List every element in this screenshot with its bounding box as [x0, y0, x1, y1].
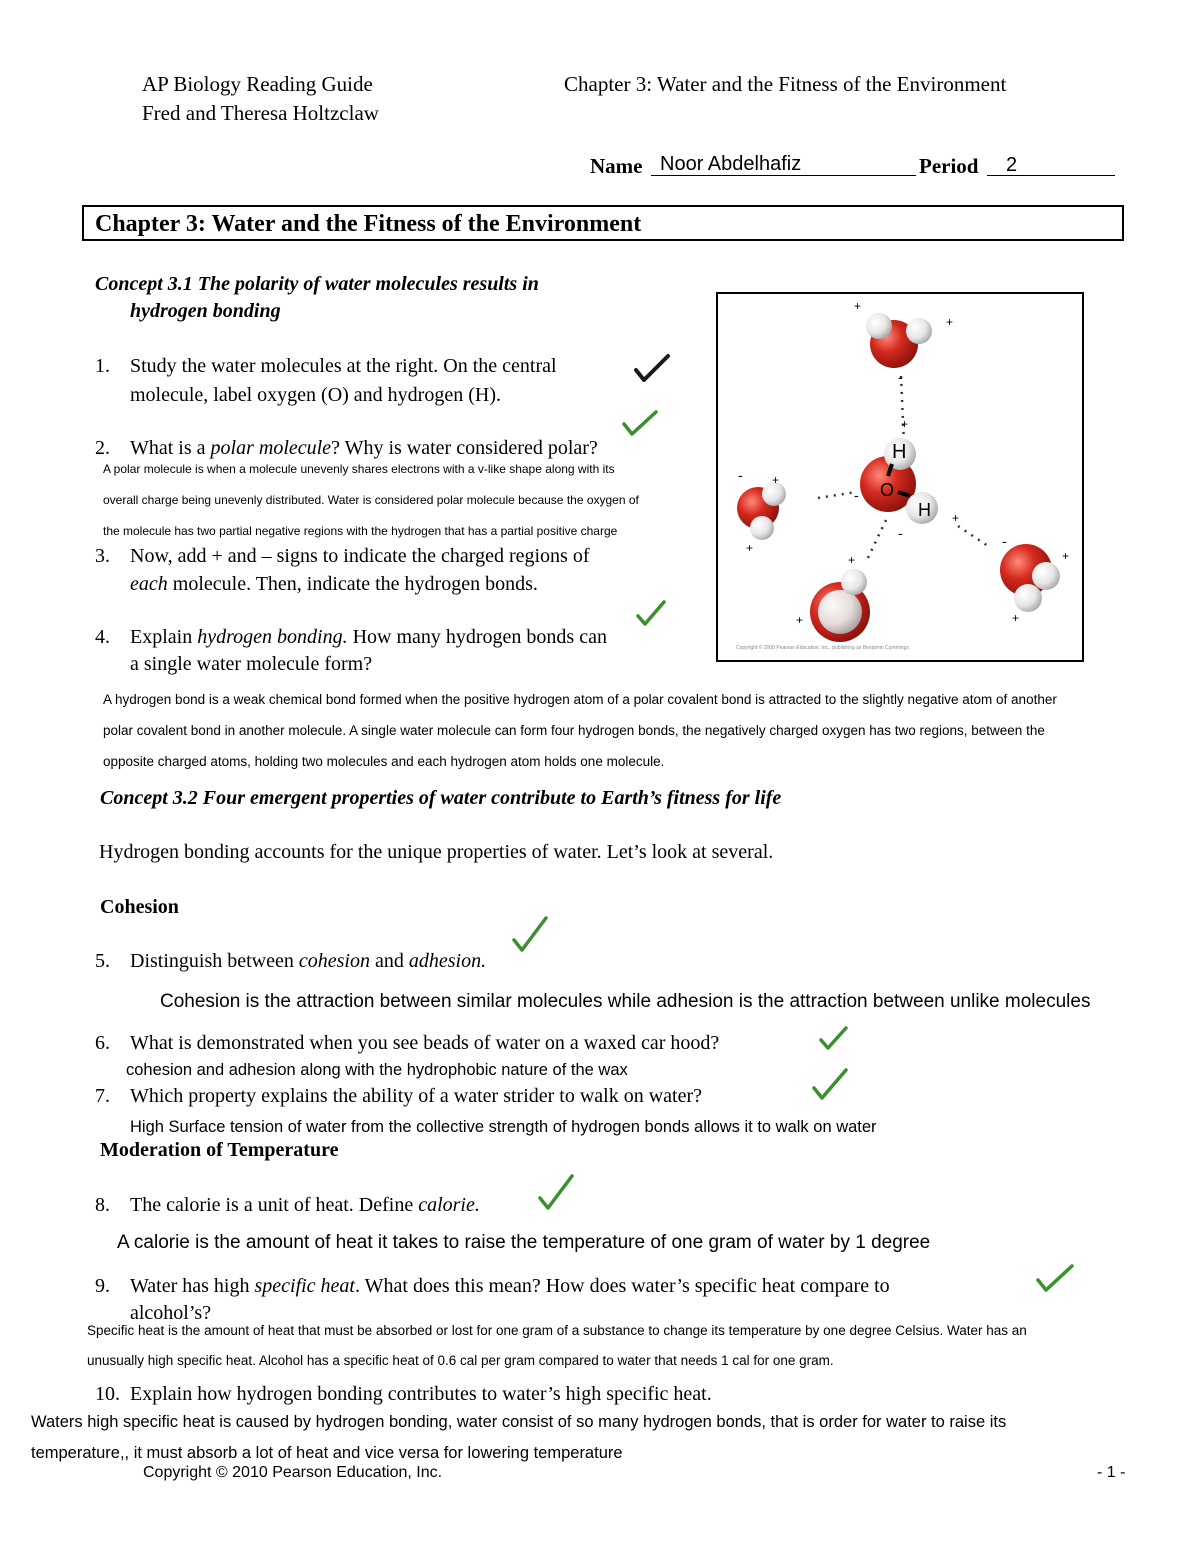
question-5-term-adhesion: adhesion. [408, 950, 487, 972]
answer-4-line2: polar covalent bond in another molecule. A single water molecule can form four hydrogen bonds, the negatively charged oxygen has two regions, between the [103, 723, 1045, 738]
figure-label-h-top: H [892, 441, 907, 463]
plus-sign: + [848, 553, 856, 567]
green-checkmark-icon [1034, 1262, 1076, 1294]
plus-sign: + [854, 299, 862, 313]
question-10-number: 10. [95, 1383, 120, 1405]
question-3-rest: molecule. Then, indicate the hydrogen bonds. [167, 573, 538, 595]
question-4-number: 4. [95, 626, 110, 648]
chapter-title-box [82, 205, 1124, 241]
plus-sign: + [772, 473, 780, 487]
name-label: Name [590, 154, 643, 178]
question-5-term-cohesion: cohesion [298, 950, 370, 972]
answer-8: A calorie is the amount of heat it takes to raise the temperature of one gram of water by 1 degree [117, 1232, 931, 1253]
question-6-text: What is demonstrated when you see beads of water on a waxed car hood? [130, 1032, 720, 1054]
plus-sign: + [746, 541, 754, 555]
plus-sign: + [946, 315, 954, 329]
green-checkmark-icon [818, 1024, 850, 1052]
question-3-text: Now, add + and – signs to indicate the charged regions of [130, 545, 590, 567]
minus-sign: - [1002, 533, 1007, 549]
answer-10-line2: temperature,, it must absorb a lot of heat and vice versa for lowering temperature [31, 1444, 623, 1462]
question-3-term: each [130, 573, 168, 595]
question-8-text [130, 1194, 480, 1217]
question-4-text-line2: a single water molecule form? [130, 653, 373, 675]
answer-2-line3: the molecule has two partial negative regions with the hydrogen that has a partial positive charge [103, 524, 618, 538]
water-molecule-right [1000, 544, 1060, 612]
header-course-title: AP Biology Reading Guide [142, 72, 373, 96]
question-9-number: 9. [95, 1275, 110, 1297]
question-7-number: 7. [95, 1085, 110, 1107]
header-authors: Fred and Theresa Holtzclaw [142, 101, 379, 125]
plus-sign: + [952, 511, 960, 525]
hydrogen-bond-right [958, 526, 988, 546]
question-2-term: polar molecule [210, 437, 332, 459]
name-value: Noor Abdelhafiz [660, 153, 802, 175]
concept-3-2-intro: Hydrogen bonding accounts for the unique properties of water. Let’s look at several. [99, 841, 774, 863]
header-chapter: Chapter 3: Water and the Fitness of the Environment [564, 72, 1007, 96]
answer-9-line1: Specific heat is the amount of heat that must be absorbed or lost for one gram of a substance to change its temperature by one degree Celsius. Water has an [87, 1323, 1027, 1338]
hydrogen-bond-bottom [866, 520, 886, 562]
green-checkmark-icon [634, 598, 668, 628]
question-6-number: 6. [95, 1032, 110, 1054]
water-molecule-left [737, 482, 786, 540]
water-molecule-top [866, 313, 932, 368]
answer-2-line1: A polar molecule is when a molecule unevenly shares electrons with a v-like shape along with its [103, 462, 615, 476]
question-4-text [130, 626, 607, 649]
answer-7: High Surface tension of water from the collective strength of hydrogen bonds allows it to walk on water [130, 1118, 877, 1136]
question-9-text [130, 1275, 890, 1298]
green-checkmark-icon [810, 1066, 850, 1102]
concept-3-1-heading: Concept 3.1 The polarity of water molecules results in [95, 273, 539, 295]
green-checkmark-icon [536, 1172, 576, 1212]
minus-sign: - [738, 467, 743, 483]
figure-label-h-right: H [918, 500, 931, 520]
answer-4-line3: opposite charged atoms, holding two molecules and each hydrogen atom holds one molecule. [103, 754, 665, 769]
question-1-text: Study the water molecules at the right. On the central [130, 355, 557, 377]
answer-4-line1: A hydrogen bond is a weak chemical bond formed when the positive hydrogen atom of a polar covalent bond is attracted to the slightly negative atom of another [103, 692, 1057, 707]
question-8-number: 8. [95, 1194, 110, 1216]
plus-sign: + [1062, 549, 1070, 563]
question-10-text: Explain how hydrogen bonding contributes to water’s high specific heat. [130, 1383, 712, 1405]
concept-3-2-heading: Concept 3.2 Four emergent properties of water contribute to Earth’s fitness for life [100, 787, 782, 809]
question-7-text: Which property explains the ability of a water strider to walk on water? [130, 1085, 703, 1107]
minus-sign: - [854, 487, 859, 503]
checkmark-icon [632, 352, 672, 384]
plus-sign: + [901, 417, 909, 431]
question-2-text [130, 437, 598, 460]
green-checkmark-icon [620, 408, 660, 438]
minus-sign: - [898, 525, 903, 541]
footer-copyright: Copyright © 2010 Pearson Education, Inc. [143, 1464, 443, 1481]
plus-sign: + [796, 613, 804, 627]
answer-2-line2: overall charge being unevenly distributed. Water is considered polar molecule because the oxygen of [103, 493, 639, 507]
question-5-pre: Distinguish between [130, 950, 299, 972]
question-8-term: calorie. [418, 1194, 480, 1216]
section-cohesion: Cohesion [100, 896, 179, 918]
period-value: 2 [1006, 154, 1018, 176]
question-9-post: . What does this mean? How does water’s specific heat compare to [355, 1275, 890, 1297]
period-label: Period [919, 154, 979, 178]
hydrogen-bond-left [818, 492, 856, 498]
question-2-post: ? Why is water considered polar? [331, 437, 598, 459]
section-moderation-of-temperature: Moderation of Temperature [100, 1139, 339, 1161]
question-2-pre: What is a [130, 437, 211, 459]
question-5-mid: and [369, 950, 409, 972]
question-1-number: 1. [95, 355, 110, 377]
chapter-title: Chapter 3: Water and the Fitness of the Environment [95, 211, 642, 237]
answer-9-line2: unusually high specific heat. Alcohol has a specific heat of 0.6 cal per gram compared to water that needs 1 cal for one gram. [87, 1353, 834, 1368]
water-molecules-figure [716, 292, 1084, 662]
question-3-text-line2 [130, 573, 538, 596]
question-9-term: specific heat [254, 1275, 355, 1297]
concept-3-1-heading-line2: hydrogen bonding [130, 300, 281, 322]
page-number: - 1 - [1097, 1464, 1126, 1481]
question-3-number: 3. [95, 545, 110, 567]
question-9-pre: Water has high [130, 1275, 255, 1297]
question-9-text-line2: alcohol’s? [130, 1302, 212, 1324]
question-1-text-line2: molecule, label oxygen (O) and hydrogen (H). [130, 384, 501, 406]
hydrogen-bond-top [901, 376, 904, 444]
green-checkmark-icon [510, 914, 550, 954]
question-2-number: 2. [95, 437, 110, 459]
figure-copyright: Copyright © 2008 Pearson Education, Inc., publishing as Benjamin Cummings [736, 645, 909, 651]
water-molecules-diagram [718, 294, 1082, 660]
question-4-post: How many hydrogen bonds can [347, 626, 607, 648]
question-5-number: 5. [95, 950, 110, 972]
minus-sign: - [898, 369, 903, 385]
question-8-pre: The calorie is a unit of heat. Define [130, 1194, 419, 1216]
plus-sign: + [1012, 611, 1020, 625]
water-molecule-bottom [810, 569, 870, 642]
figure-label-o: O [880, 480, 895, 500]
answer-5: Cohesion is the attraction between similar molecules while adhesion is the attraction between unlike molecules [160, 991, 1091, 1012]
question-4-term: hydrogen bonding. [197, 626, 348, 648]
answer-10-line1: Waters high specific heat is caused by hydrogen bonding, water consist of so many hydrogen bonds, that is order for water to raise its [31, 1413, 1007, 1431]
answer-6: cohesion and adhesion along with the hydrophobic nature of the wax [126, 1061, 628, 1079]
question-5-text [130, 950, 486, 973]
question-4-pre: Explain [130, 626, 198, 648]
